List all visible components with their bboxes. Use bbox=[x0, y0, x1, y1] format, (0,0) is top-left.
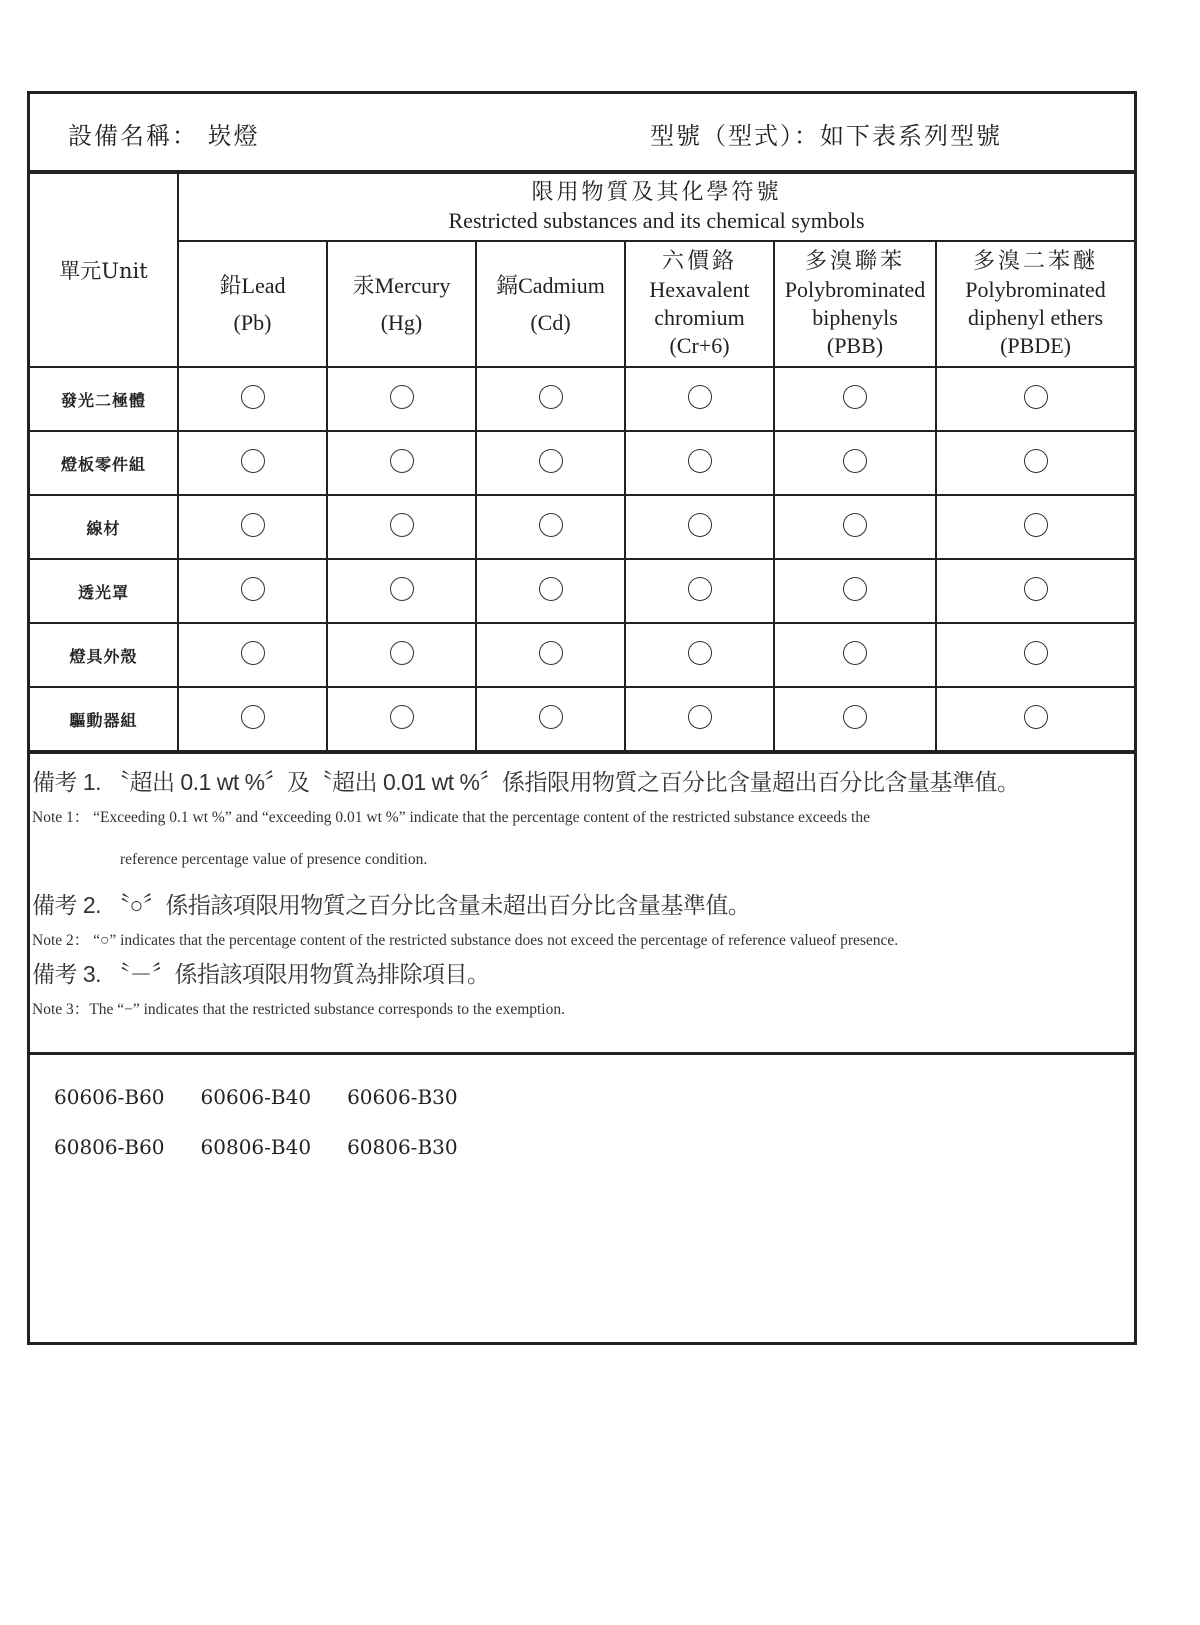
row-label: 透光罩 bbox=[30, 559, 178, 623]
column-zh: 汞 bbox=[352, 273, 375, 299]
note-1-en: Note 1： “Exceeding 0.1 wt %” and “exceeding 0.01 wt %” indicate that the percentage content of the restricted substance exceeds the bbox=[32, 809, 870, 826]
table-cell bbox=[774, 495, 936, 559]
circle-mark-icon bbox=[539, 641, 563, 665]
circle-mark-icon bbox=[539, 385, 563, 409]
model-number: 60606-B30 bbox=[347, 1085, 458, 1109]
group-title-zh: 限用物質及其化學符號 bbox=[531, 180, 782, 205]
circle-mark-icon bbox=[241, 641, 265, 665]
column-header-pb bbox=[178, 241, 327, 367]
group-title-en: Restricted substances and its chemical symbols bbox=[448, 208, 865, 233]
table-row bbox=[30, 623, 1134, 687]
model-row bbox=[54, 1085, 1134, 1109]
table-cell bbox=[936, 687, 1134, 751]
table-cell bbox=[327, 559, 476, 623]
table-cell bbox=[936, 623, 1134, 687]
substances-group-header bbox=[178, 173, 1134, 241]
table-row bbox=[30, 495, 1134, 559]
model-number: 60606-B60 bbox=[54, 1085, 165, 1109]
column-symbol: (Cd) bbox=[530, 309, 571, 335]
circle-mark-icon bbox=[688, 641, 712, 665]
circle-mark-icon bbox=[843, 577, 867, 601]
column-zh: 六價鉻 bbox=[661, 249, 737, 274]
table-cell bbox=[178, 431, 327, 495]
restricted-substances-table bbox=[30, 172, 1134, 752]
row-label: 燈板零件組 bbox=[30, 431, 178, 495]
circle-mark-icon bbox=[241, 513, 265, 537]
note-1-zh: 備考 1. 〝超出 0.1 wt %〞及〝超出 0.01 wt %〞係指限用物質之百分比含量超出百分比含量基準值。 bbox=[32, 769, 1020, 795]
table-cell bbox=[936, 431, 1134, 495]
circle-mark-icon bbox=[390, 513, 414, 537]
table-row bbox=[30, 431, 1134, 495]
circle-mark-icon bbox=[688, 513, 712, 537]
circle-mark-icon bbox=[390, 385, 414, 409]
column-zh: 鎘 bbox=[496, 273, 519, 299]
table-cell bbox=[327, 623, 476, 687]
circle-mark-icon bbox=[1024, 385, 1048, 409]
column-header-cd bbox=[476, 241, 625, 367]
table-cell bbox=[476, 431, 625, 495]
table-cell bbox=[625, 559, 774, 623]
circle-mark-icon bbox=[1024, 641, 1048, 665]
circle-mark-icon bbox=[843, 385, 867, 409]
model-number: 60606-B40 bbox=[200, 1085, 312, 1109]
circle-mark-icon bbox=[539, 705, 563, 729]
circle-mark-icon bbox=[390, 577, 414, 601]
column-symbol: (Cr+6) bbox=[669, 333, 730, 358]
notes-section bbox=[30, 752, 1134, 1052]
table-cell bbox=[774, 559, 936, 623]
column-en: Cadmium bbox=[518, 272, 605, 298]
note-3-zh: 備考 3. 〝－〞係指該項限用物質為排除項目。 bbox=[32, 961, 490, 987]
circle-mark-icon bbox=[688, 705, 712, 729]
circle-mark-icon bbox=[390, 705, 414, 729]
title-row bbox=[30, 94, 1134, 172]
note-1-en-cont: reference percentage value of presence condition. bbox=[120, 851, 428, 868]
circle-mark-icon bbox=[688, 577, 712, 601]
column-zh: 多溴二苯醚 bbox=[973, 249, 1099, 274]
circle-mark-icon bbox=[843, 513, 867, 537]
table-cell bbox=[178, 367, 327, 431]
table-cell bbox=[327, 367, 476, 431]
table-cell bbox=[625, 431, 774, 495]
table-cell bbox=[178, 623, 327, 687]
circle-mark-icon bbox=[241, 385, 265, 409]
circle-mark-icon bbox=[241, 705, 265, 729]
circle-mark-icon bbox=[843, 449, 867, 473]
table-cell bbox=[476, 495, 625, 559]
table-row bbox=[30, 559, 1134, 623]
column-en: Polybrominated biphenyls bbox=[784, 277, 926, 330]
table-row bbox=[30, 687, 1134, 751]
table-cell bbox=[327, 431, 476, 495]
table-row bbox=[30, 367, 1134, 431]
circle-mark-icon bbox=[843, 705, 867, 729]
column-zh: 多溴聯苯 bbox=[804, 249, 905, 274]
note-2-en: Note 2： “○” indicates that the percentage content of the restricted substance does not exceed the percentage of reference valueof presence. bbox=[32, 932, 899, 949]
row-label: 發光二極體 bbox=[30, 367, 178, 431]
column-en: Lead bbox=[241, 272, 286, 298]
table-cell bbox=[625, 623, 774, 687]
circle-mark-icon bbox=[1024, 705, 1048, 729]
column-header-pbb bbox=[774, 241, 936, 367]
circle-mark-icon bbox=[1024, 577, 1048, 601]
table-cell bbox=[476, 559, 625, 623]
model-number: 60806-B60 bbox=[54, 1135, 165, 1159]
table-cell bbox=[936, 559, 1134, 623]
table-cell bbox=[774, 687, 936, 751]
column-header-cr6 bbox=[625, 241, 774, 367]
row-label: 燈具外殼 bbox=[30, 623, 178, 687]
column-zh: 鉛 bbox=[219, 273, 242, 299]
model-number: 60806-B40 bbox=[200, 1135, 312, 1159]
column-symbol: (PBB) bbox=[826, 333, 884, 358]
column-symbol: (Hg) bbox=[380, 309, 423, 335]
rohs-declaration-form bbox=[27, 91, 1137, 1345]
table-cell bbox=[936, 367, 1134, 431]
table-cell bbox=[625, 367, 774, 431]
table-cell bbox=[774, 367, 936, 431]
circle-mark-icon bbox=[241, 577, 265, 601]
circle-mark-icon bbox=[1024, 513, 1048, 537]
circle-mark-icon bbox=[241, 449, 265, 473]
table-cell bbox=[625, 687, 774, 751]
column-en: Hexavalent chromium bbox=[649, 277, 750, 330]
note-3-en: Note 3：The “−” indicates that the restricted substance corresponds to the exemption. bbox=[32, 1001, 565, 1018]
model-number: 60806-B30 bbox=[347, 1135, 458, 1159]
note-2-zh: 備考 2. 〝○〞係指該項限用物質之百分比含量未超出百分比含量基準值。 bbox=[32, 892, 751, 918]
circle-mark-icon bbox=[688, 385, 712, 409]
column-header-pbde bbox=[936, 241, 1134, 367]
table-cell bbox=[774, 623, 936, 687]
row-label: 驅動器組 bbox=[30, 687, 178, 751]
column-en: Polybrominated diphenyl ethers bbox=[965, 277, 1106, 330]
row-label: 線材 bbox=[30, 495, 178, 559]
table-cell bbox=[178, 495, 327, 559]
table-cell bbox=[178, 559, 327, 623]
equipment-name: 設備名稱： 崁燈 bbox=[68, 122, 260, 150]
column-symbol: (PBDE) bbox=[1000, 333, 1071, 358]
circle-mark-icon bbox=[1024, 449, 1048, 473]
table-cell bbox=[625, 495, 774, 559]
circle-mark-icon bbox=[390, 641, 414, 665]
table-cell bbox=[476, 367, 625, 431]
model-type: 型號（型式）：如下表系列型號 bbox=[650, 122, 1002, 150]
circle-mark-icon bbox=[390, 449, 414, 473]
table-cell bbox=[936, 495, 1134, 559]
circle-mark-icon bbox=[539, 449, 563, 473]
table-cell bbox=[327, 687, 476, 751]
column-symbol: (Pb) bbox=[233, 309, 272, 335]
circle-mark-icon bbox=[843, 641, 867, 665]
column-header-hg bbox=[327, 241, 476, 367]
column-en: Mercury bbox=[374, 272, 451, 298]
table-cell bbox=[178, 687, 327, 751]
table-cell bbox=[327, 495, 476, 559]
model-row bbox=[54, 1135, 1134, 1159]
table-cell bbox=[476, 687, 625, 751]
table-cell bbox=[774, 431, 936, 495]
table-cell bbox=[476, 623, 625, 687]
circle-mark-icon bbox=[539, 577, 563, 601]
model-list bbox=[30, 1052, 1134, 1342]
circle-mark-icon bbox=[539, 513, 563, 537]
unit-header: 單元Unit bbox=[30, 173, 178, 367]
circle-mark-icon bbox=[688, 449, 712, 473]
